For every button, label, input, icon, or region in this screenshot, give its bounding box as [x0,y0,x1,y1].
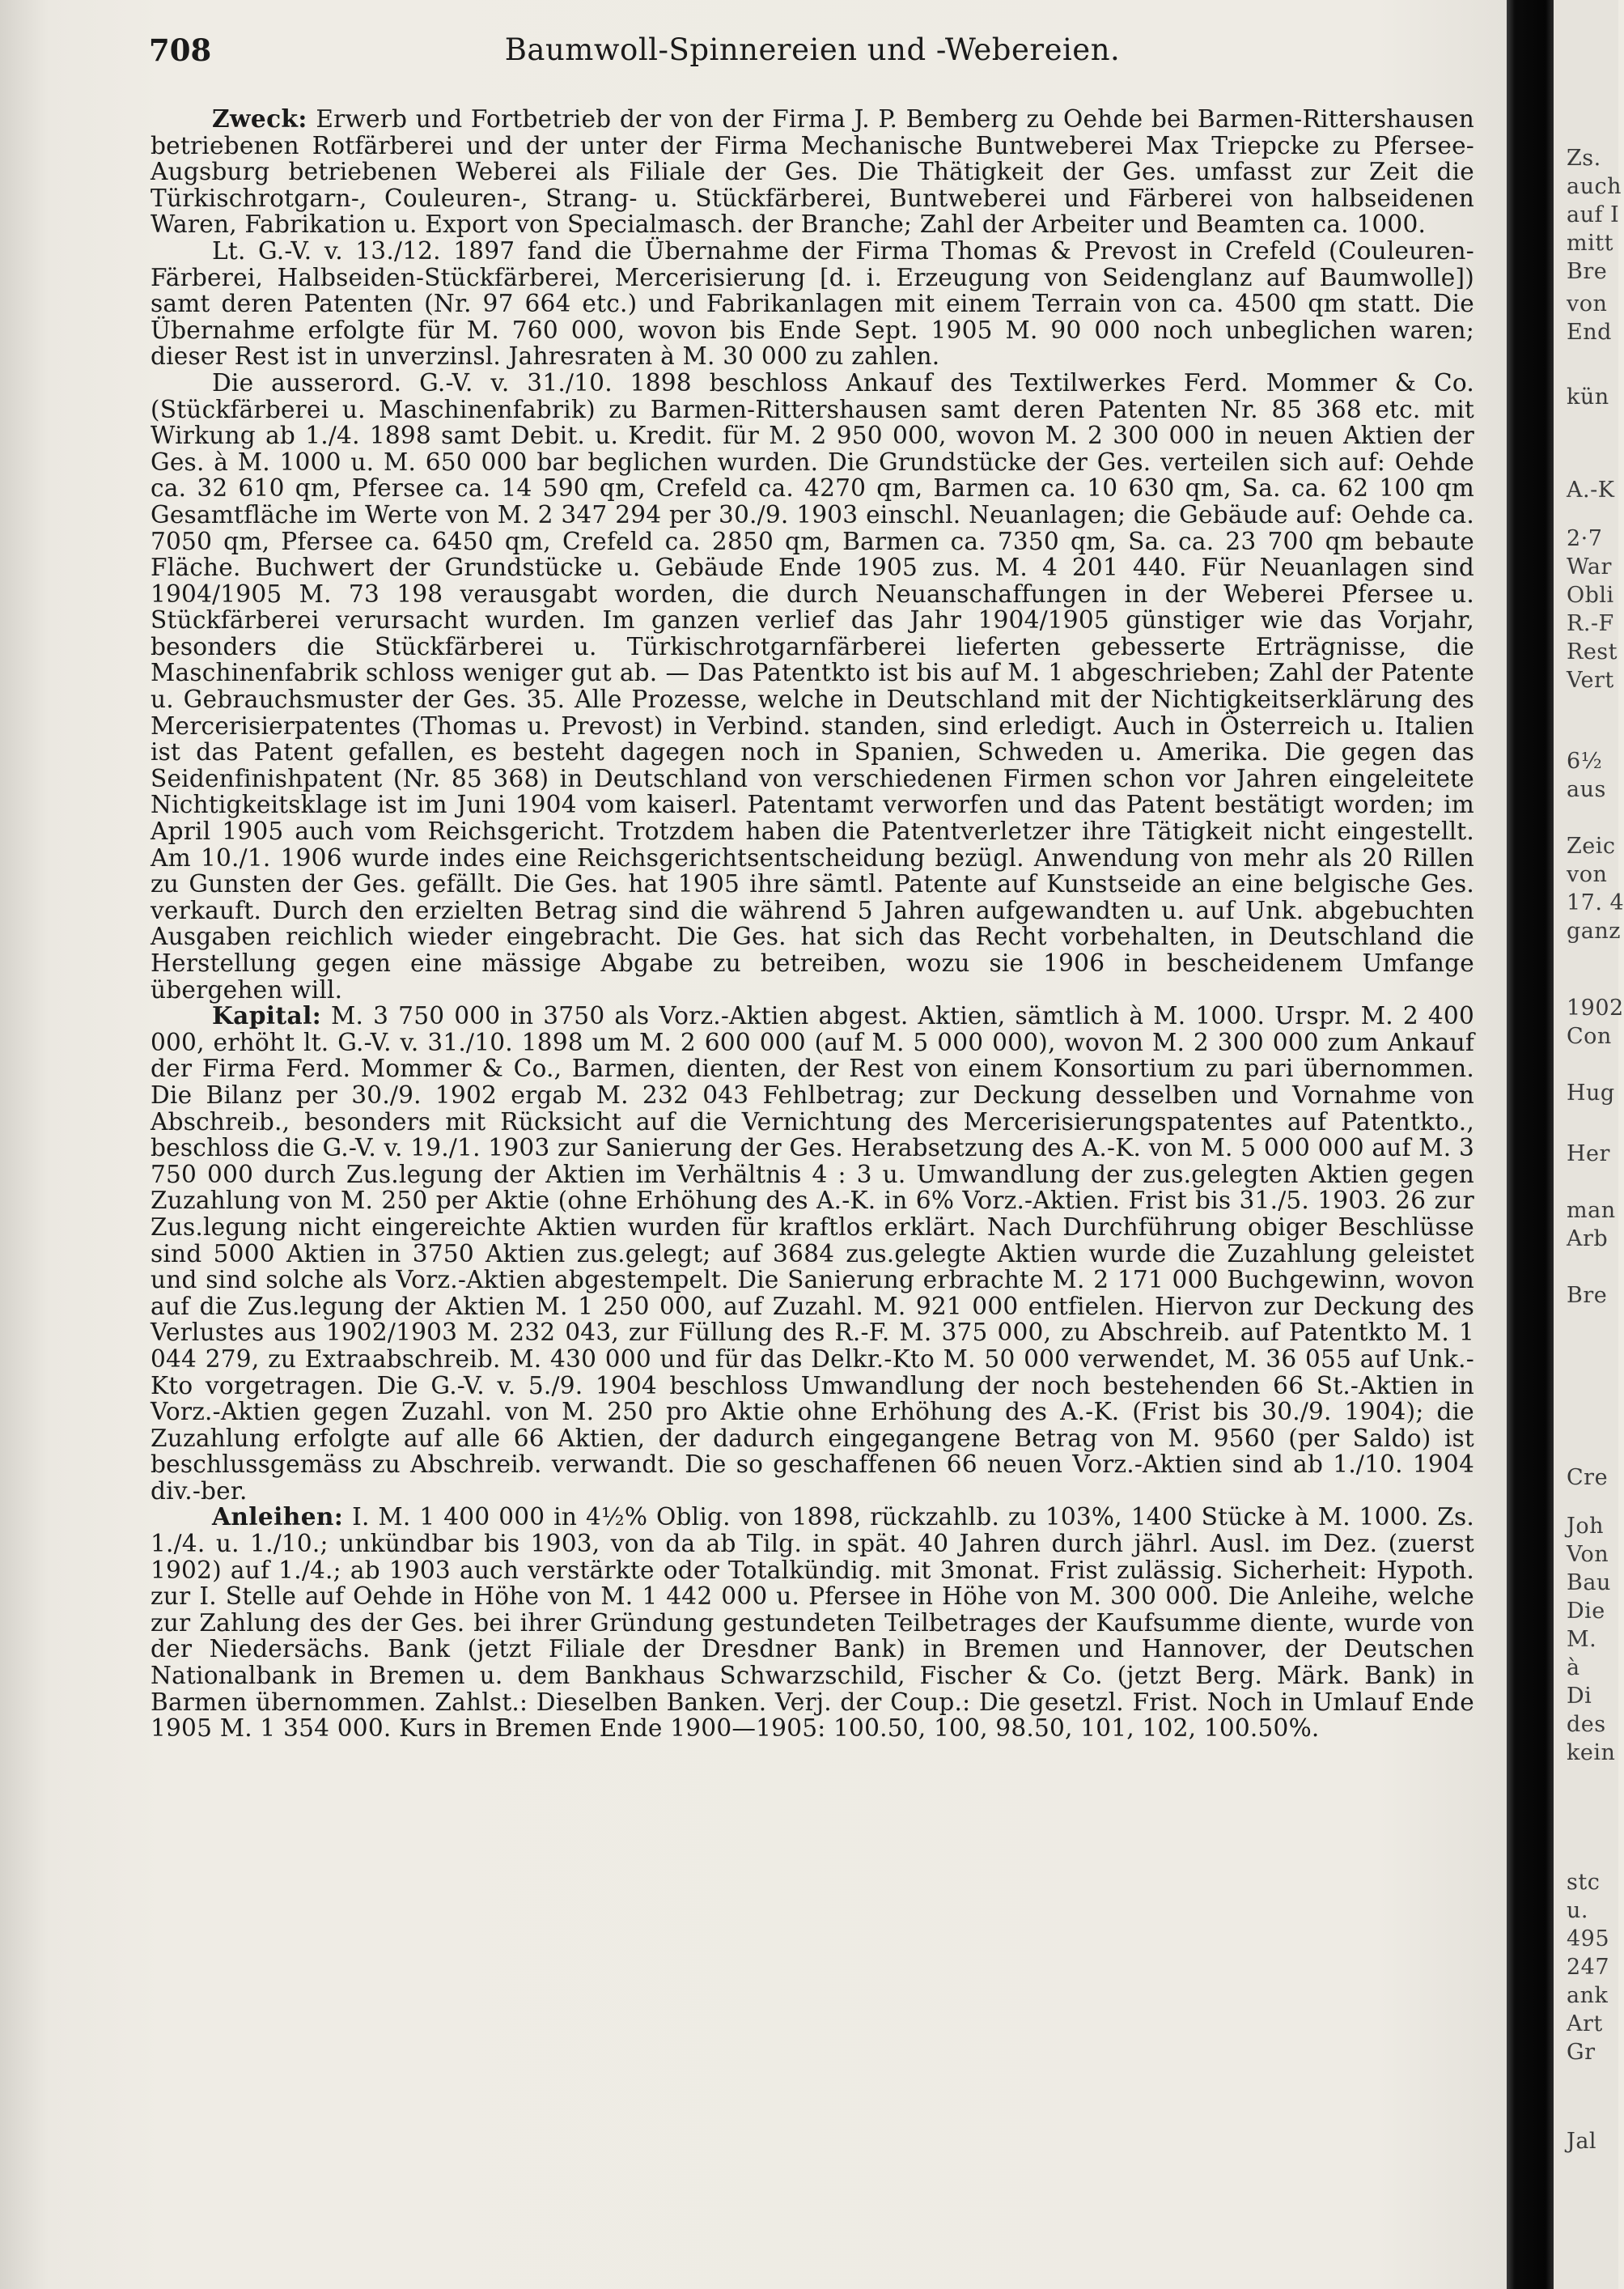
adjacent-page-fragment: 247 [1567,1955,1610,1980]
adjacent-page-fragment: Bau [1567,1570,1611,1595]
adjacent-page-fragment: End [1567,320,1612,345]
adjacent-page-fragment: Jal [1567,2129,1597,2154]
adjacent-page-fragment: 17. 4 [1567,890,1624,915]
paragraph-zweck [151,106,1474,238]
adjacent-page-fragment: 2·7 [1567,526,1603,551]
adjacent-page-fragment: kün [1567,384,1609,410]
adjacent-page-fragment: 1902 [1567,996,1624,1021]
section-label-zweck: Zweck: [212,104,307,133]
adjacent-page-fragment: Rest [1567,639,1618,665]
running-title: Baumwoll-Spinnereien und -Webereien. [504,32,1121,67]
paragraph-text: I. M. 1 400 000 in 4½% Oblig. von 1898, rückzahlb. zu 103%, 1400 Stücke à M. 1000. Zs. 1./4. u. 1./10.; unkündbar bis 1903, von da ab Tilg. in spät. 40 Jahren durch jährl. Ausl. im Dez. (zuerst 1902) auf 1./4.; ab 1903 auch verstärkte oder Totalkündig. mit 3monat. Frist zulässig. Sicherheit: Hypoth. zur I. Stelle auf Oehde in Höhe von M. 1 442 000 u. Pfersee in Höhe von M. 300 000. Die Anleihe, welche zur Zahlung des der Ges. bei ihrer Gründung gestundeten Teilbetrages der Kaufsumme diente, wurde von der Niedersächs. Bank (jetzt Filiale der Dresdner Bank) in Bremen und Hannover, der Deutschen Nationalbank in Bremen u. dem Bankhaus Schwarzschild, Fischer & Co. (jetzt Berg. Märk. Bank) in Barmen übernommen. Zahlst.: Dieselben Banken. Verj. der Coup.: Die gesetzl. Frist. Noch in Umlauf Ende 1905 M. 1 354 000. Kurs in Bremen Ende 1900—1905: 100.50, 100, 98.50, 101, 102, 100.50%. [151,1503,1475,1743]
adjacent-page-fragment: R.-F [1567,611,1614,636]
page-content [151,106,1474,1742]
adjacent-page-fragment: A.-K [1567,478,1615,503]
adjacent-page-fragment: von [1567,862,1608,887]
adjacent-page-fragment: à [1567,1655,1580,1680]
paragraph-text: M. 3 750 000 in 3750 als Vorz.-Aktien abgest. Aktien, sämtlich à M. 1000. Urspr. M. 2 400 000, erhöht lt. G.-V. v. 31./10. 1898 um M. 2 600 000 (auf M. 5 000 000), wovon M. 2 300 000 zum Ankauf der Firma Ferd. Mommer & Co., Barmen, dienten, der Rest von einem Konsortium zu pari übernommen. Die Bilanz per 30./9. 1902 ergab M. 232 043 Fehlbetrag; zur Deckung desselben und Vornahme von Abschreib., besonders mit Rücksicht auf die Vernichtung des Mercerisierungspatentes auf Patentkto., beschloss die G.-V. v. 19./1. 1903 zur Sanierung der Ges. Herabsetzung des A.-K. von M. 5 000 000 auf M. 3 750 000 durch Zus.legung der Aktien im Verhältnis 4 : 3 u. Umwandlung der zus.gelegten Aktien gegen Zuzahlung von M. 250 per Aktie (ohne Erhöhung des A.-K. in 6% Vorz.-Aktien. Frist bis 31./5. 1903. 26 zur Zus.legung nicht eingereichte Aktien wurden für kraftlos erklärt. Nach Durchführung obiger Beschlüsse sind 5000 Aktien in 3750 Aktien zus.gelegt; auf 3684 zus.gelegte Aktien wurde die Zuzahlung geleistet und sind solche als Vorz.-Aktien abgestempelt. Die Sanierung erbrachte M. 2 171 000 Buchgewinn, wovon auf die Zus.legung der Aktien M. 1 250 000, auf Zuzahl. M. 921 000 entfielen. Hiervon zur Deckung des Verlustes aus 1902/1903 M. 232 043, zur Füllung des R.-F. M. 375 000, zu Abschreib. auf Patentkto M. 1 044 279, zu Extraabschreib. M. 430 000 und für das Delkr.-Kto M. 50 000 verwendet, M. 36 055 auf Unk.-Kto vorgetragen. Die G.-V. v. 5./9. 1904 beschloss Umwandlung der noch bestehenden 66 St.-Aktien in Vorz.-Aktien gegen Zuzahl. von M. 250 pro Aktie ohne Erhöhung des A.-K. (Frist bis 30./9. 1904); die Zuzahlung erfolgte auf alle 66 Aktien, der dadurch eingegangene Betrag von M. 9560 (per Saldo) ist beschlussgemäss zu Abschreib. verwandt. Die so geschaffenen 66 neuen Vorz.-Aktien sind ab 1./10. 1904 div.-ber. [151,1002,1474,1505]
page-header [149,32,1476,81]
paragraph-text: Erwerb und Fortbetrieb der von der Firma J. P. Bemberg zu Oehde bei Barmen-Rittershausen betriebenen Rotfärberei und der unter der Firma Mechanische Buntweberei Max Triepcke zu Pfersee-Augsburg betriebenen Weberei als Filiale der Ges. Die Thätigkeit der Ges. umfasst zur Zeit die Türkischrotgarn-, Couleuren-, Strang- u. Stückfärberei, Buntweberei und Färberei von halbseidenen Waren, Fabrikation u. Export von Specialmasch. der Branche; Zahl der Arbeiter und Beamten ca. 1000. [151,105,1474,239]
adjacent-page-fragment: ank [1567,1983,1609,2008]
adjacent-page-fragment: Joh [1567,1514,1604,1539]
adjacent-page-fragment: Gr [1567,2040,1596,2065]
adjacent-page-fragment: ganz [1567,919,1621,944]
adjacent-page-fragment: man [1567,1198,1616,1223]
adjacent-page-fragment: 495 [1567,1926,1610,1951]
section-label-kapital: Kapital: [212,1001,322,1030]
book-gutter-shadow [1507,0,1554,2289]
paragraph-anleihen [151,1504,1474,1741]
page-number: 708 [149,32,212,68]
paragraph-kapital [151,1003,1474,1504]
adjacent-page-fragment: auf I [1567,202,1620,227]
adjacent-page-fragment: Arb [1567,1226,1609,1251]
adjacent-page-fragment: Obli [1567,583,1614,608]
adjacent-page-fragment: Die [1567,1599,1605,1624]
adjacent-page-fragment: 6½ [1567,749,1603,774]
adjacent-page-fragment: Her [1567,1141,1610,1166]
adjacent-page-fragment: Di [1567,1684,1592,1709]
adjacent-page-fragment: Zs. [1567,146,1601,171]
adjacent-page-fragment: Con [1567,1024,1612,1049]
adjacent-page-fragment: kein [1567,1740,1616,1765]
adjacent-page-fragment: Vert [1567,668,1614,693]
adjacent-page-fragment: mitt [1567,231,1613,256]
adjacent-page-fragment: Cre [1567,1465,1609,1490]
adjacent-page-fragment: u. [1567,1898,1588,1923]
adjacent-page-fragment: auch [1567,174,1622,199]
paragraph-text: Die ausserord. G.-V. v. 31./10. 1898 beschloss Ankauf des Textilwerkes Ferd. Mommer & Co. (Stückfärberei u. Maschinenfabrik) zu Barmen-Rittershausen samt deren Patenten Nr. 85 368 etc. mit Wirkung ab 1./4. 1898 samt Debit. u. Kredit. für M. 2 950 000, wovon M. 2 300 000 in neuen Aktien der Ges. à M. 1000 u. M. 650 000 bar beglichen wurden. Die Grundstücke der Ges. verteilen sich auf: Oehde ca. 32 610 qm, Pfersee ca. 14 590 qm, Crefeld ca. 4270 qm, Barmen ca. 10 630 qm, Sa. ca. 62 100 qm Gesamtfläche im Werte von M. 2 347 294 per 30./9. 1903 einschl. Neuanlagen; die Gebäude auf: Oehde ca. 7050 qm, Pfersee ca. 6450 qm, Crefeld ca. 2850 qm, Barmen ca. 7350 qm, Sa. ca. 23 700 qm bebaute Fläche. Buchwert der Grundstücke u. Gebäude Ende 1905 zus. M. 4 201 440. Für Neuanlagen sind 1904/1905 M. 73 198 verausgabt worden, die durch Neuanschaffungen in der Weberei Pfersee u. Stückfärberei verursacht wurden. Im ganzen verlief das Jahr 1904/1905 günstiger wie das Vorjahr, besonders die Stückfärberei u. Türkischrotgarnfärberei lieferten gebesserte Erträgnisse, die Maschinenfabrik schloss weniger gut ab. — Das Patentkto ist bis auf M. 1 abgeschrieben; Zahl der Patente u. Gebrauchsmuster der Ges. 35. Alle Prozesse, welche in Deutschland mit der Nichtigkeitserklärung des Mercerisierpatentes (Thomas u. Prevost) in Verbind. standen, sind erledigt. Auch in Österreich u. Italien ist das Patent gefallen, es besteht dagegen noch in Spanien, Schweden u. Amerika. Die gegen das Seidenfinishpatent (Nr. 85 368) in Deutschland von verschiedenen Firmen schon vor Jahren eingeleitete Nichtigkeitsklage ist im Juni 1904 vom kaiserl. Patentamt verworfen und das Patent bestätigt worden; im April 1905 auch vom Reichsgericht. Trotzdem haben die Patentverletzer ihre Tätigkeit nicht eingestellt. Am 10./1. 1906 wurde indes eine Reichsgerichtsentscheidung bezügl. Anwendung von mehr als 20 Rillen zu Gunsten der Ges. gefällt. Die Ges. hat 1905 ihre sämtl. Patente auf Kunstseide an eine belgische Ges. verkauft. Durch den erzielten Betrag sind die während 5 Jahren aufgewandten u. auf Unk. abgebuchten Ausgaben reichlich wieder eingebracht. Die Ges. hat sich das Recht vorbehalten, in Deutschland die Herstellung gegen eine mässige Abgabe zu betreiben, wozu sie 1906 in bescheidenem Umfange übergehen will. [151,368,1474,1004]
adjacent-page-fragment: Art [1567,2011,1603,2036]
paragraph-uebernahme-crefeld [151,238,1474,370]
adjacent-page-fragment: Bre [1567,1283,1608,1308]
adjacent-page-fragment: M. [1567,1627,1597,1652]
adjacent-page-fragment: des [1567,1712,1606,1737]
adjacent-page-fragment: aus [1567,777,1606,802]
section-label-anleihen: Anleihen: [212,1502,344,1531]
adjacent-page-fragment: Zeic [1567,834,1616,859]
adjacent-page-fragment: Bre [1567,259,1608,284]
paragraph-ankauf-mommer [151,370,1474,1003]
adjacent-page-fragment: Von [1567,1542,1609,1567]
adjacent-page-edge [1554,0,1624,2289]
adjacent-page-fragment: von [1567,291,1608,316]
adjacent-page-fragment: War [1567,554,1612,580]
adjacent-page-fragment: stc [1567,1870,1601,1895]
adjacent-page-fragment: Hug [1567,1081,1615,1106]
paragraph-text: Lt. G.-V. v. 13./12. 1897 fand die Übernahme der Firma Thomas & Prevost in Crefeld (Couleuren-Färberei, Halbseiden-Stückfärberei, Mercerisierung [d. i. Erzeugung von Seidenglanz auf Baumwolle]) samt deren Patenten (Nr. 97 664 etc.) und Fabrikanlagen mit einem Terrain von ca. 4500 qm statt. Die Übernahme erfolgte für M. 760 000, wovon bis Ende Sept. 1905 M. 90 000 noch unbeglichen waren; dieser Rest ist in unverzinsl. Jahresraten à M. 30 000 zu zahlen. [151,236,1474,371]
